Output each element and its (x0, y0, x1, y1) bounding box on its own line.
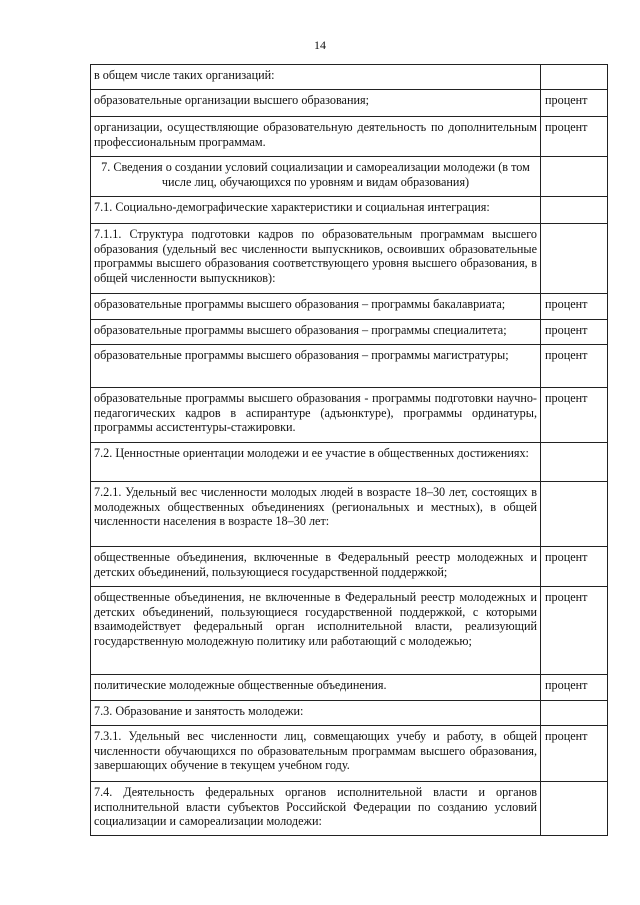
row-text: образовательные программы высшего образования – программы бакалавриата; (91, 294, 541, 320)
indicators-table (90, 64, 608, 836)
table-row (91, 547, 608, 587)
table-row (91, 443, 608, 482)
row-text: общественные объединения, не включенные в Федеральный реестр молодежных и детских объединений, пользующиеся государственной поддержкой, с которыми взаимодействует федеральный орган исполнительной власти, реализующий государственную молодежную политику или работающий с молодежью; (91, 587, 541, 675)
table-row (91, 701, 608, 726)
row-text: общественные объединения, включенные в Федеральный реестр молодежных и детских объединений, пользующиеся государственной поддержкой; (91, 547, 541, 587)
table-row (91, 157, 608, 197)
table-row (91, 90, 608, 117)
row-unit: процент (541, 587, 608, 675)
row-unit: процент (541, 675, 608, 701)
row-unit: процент (541, 726, 608, 782)
row-text: 7.2.1. Удельный вес численности молодых людей в возрасте 18–30 лет, состоящих в молодежных общественных объединениях (региональных и местных), в общей численности населения в возрасте 18–30 лет: (91, 482, 541, 547)
row-unit (541, 197, 608, 224)
row-unit: процент (541, 345, 608, 388)
row-text: 7.3.1. Удельный вес численности лиц, совмещающих учебу и работу, в общей численности обучающихся по образовательным программам высшего образования, завершающих обучение в текущем учебном году. (91, 726, 541, 782)
row-unit (541, 782, 608, 836)
table-row (91, 294, 608, 320)
row-unit (541, 65, 608, 90)
table-row (91, 345, 608, 388)
row-unit: процент (541, 320, 608, 345)
row-text: 7.3. Образование и занятость молодежи: (91, 701, 541, 726)
table-row (91, 675, 608, 701)
table-row (91, 117, 608, 157)
table-row (91, 782, 608, 836)
table-row (91, 197, 608, 224)
row-unit: процент (541, 294, 608, 320)
table-row (91, 388, 608, 443)
row-unit (541, 701, 608, 726)
row-text: в общем числе таких организаций: (91, 65, 541, 90)
row-text: образовательные программы высшего образования – программы специалитета; (91, 320, 541, 345)
row-text: 7.2. Ценностные ориентации молодежи и ее участие в общественных достижениях: (91, 443, 541, 482)
row-text: 7.1.1. Структура подготовки кадров по образовательным программам высшего образования (удельный вес численности выпускников, освоивших образовательные программы высшего образования соответствующего уровня высшего образования, в общей численности выпускников): (91, 224, 541, 294)
row-unit: процент (541, 547, 608, 587)
row-text: образовательные программы высшего образования - программы подготовки научно-педагогических кадров в аспирантуре (адъюнктуре), программы ординатуры, программы ассистентуры-стажировки. (91, 388, 541, 443)
page-number: 14 (314, 38, 326, 52)
row-text: организации, осуществляющие образовательную деятельность по дополнительным профессиональным программам. (91, 117, 541, 157)
table-row (91, 726, 608, 782)
row-unit: процент (541, 388, 608, 443)
row-unit (541, 443, 608, 482)
row-unit (541, 482, 608, 547)
row-text: образовательные организации высшего образования; (91, 90, 541, 117)
row-text: образовательные программы высшего образования – программы магистратуры; (91, 345, 541, 388)
table-row (91, 224, 608, 294)
table-row (91, 482, 608, 547)
row-text: политические молодежные общественные объединения. (91, 675, 541, 701)
table-row (91, 320, 608, 345)
row-unit: процент (541, 90, 608, 117)
row-unit: процент (541, 117, 608, 157)
section-heading: 7. Сведения о создании условий социализации и самореализации молодежи (в том числе лиц, обучающихся по уровням и видам образования) (91, 157, 541, 197)
table-row (91, 65, 608, 90)
row-text: 7.1. Социально-демографические характеристики и социальная интеграция: (91, 197, 541, 224)
table-row (91, 587, 608, 675)
row-unit (541, 157, 608, 197)
row-text: 7.4. Деятельность федеральных органов исполнительной власти и органов исполнительной власти субъектов Российской Федерации по созданию условий социализации и самореализации молодежи: (91, 782, 541, 836)
row-unit (541, 224, 608, 294)
